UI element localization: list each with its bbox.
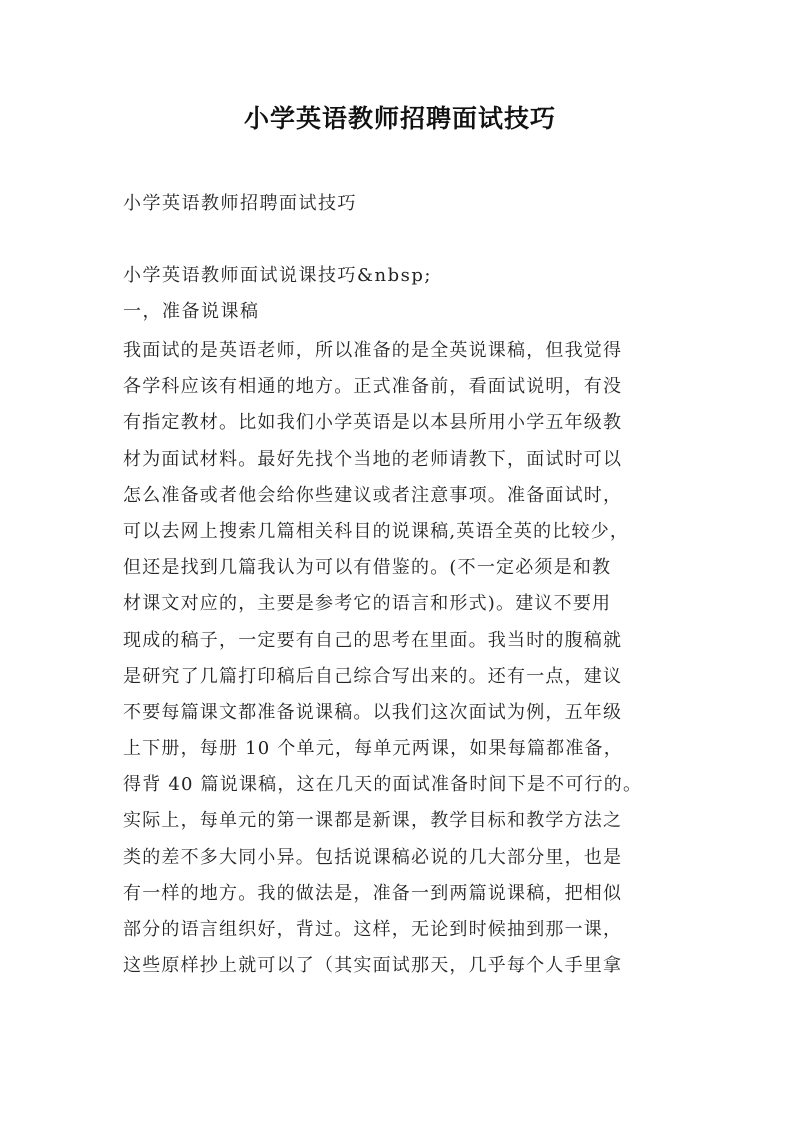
body-line: 不要每篇课文都准备说课稿。以我们这次面试为例，五年级 xyxy=(123,701,623,723)
body-line: 得背 40 篇说课稿，这在几天的面试准备时间下是不可行的。 xyxy=(123,774,643,796)
document-title: 小学英语教师招聘面试技巧 xyxy=(243,104,556,133)
document-subtitle: 小学英语教师招聘面试技巧 xyxy=(123,193,357,214)
body-line: 可以去网上搜索几篇相关科目的说课稿,英语全英的比较少， xyxy=(123,520,630,542)
body-line: 上下册，每册 10 个单元，每单元两课，如果每篇都准备， xyxy=(123,738,623,760)
body-line: 但还是找到几篇我认为可以有借鉴的。(不一定必须是和教 xyxy=(123,557,612,579)
body-line: 部分的语言组织好，背过。这样，无论到时候抽到那一课， xyxy=(123,919,623,940)
body-line: 实际上，每单元的第一课都是新课，教学目标和教学方法之 xyxy=(123,810,623,832)
body-line: 是研究了几篇打印稿后自己综合写出来的。还有一点，建议 xyxy=(123,665,623,687)
section-heading: 小学英语教师面试说课技巧&nbsp; xyxy=(123,265,432,286)
body-line: 类的差不多大同小异。包括说课稿必说的几大部分里，也是 xyxy=(123,846,623,868)
body-line: 材为面试材料。最好先找个当地的老师请教下，面试时可以 xyxy=(123,448,623,470)
body-line: 怎么准备或者他会给你些建议或者注意事项。准备面试时， xyxy=(123,484,623,506)
body-line: 我面试的是英语老师，所以准备的是全英说课稿，但我觉得 xyxy=(123,340,623,361)
body-line: 这些原样抄上就可以了（其实面试那天，几乎每个人手里拿 xyxy=(123,955,623,977)
body-line: 有指定教材。比如我们小学英语是以本县所用小学五年级教 xyxy=(123,412,623,434)
subsection-heading: 一，准备说课稿 xyxy=(123,301,260,322)
body-text xyxy=(123,333,693,984)
body-line: 现成的稿子，一定要有自己的思考在里面。我当时的腹稿就 xyxy=(123,629,623,651)
body-line: 各学科应该有相通的地方。正式准备前，看面试说明，有没 xyxy=(123,376,623,398)
body-line: 材课文对应的，主要是参考它的语言和形式)。建议不要用 xyxy=(123,593,612,615)
body-line: 有一样的地方。我的做法是，准备一到两篇说课稿，把相似 xyxy=(123,882,623,904)
